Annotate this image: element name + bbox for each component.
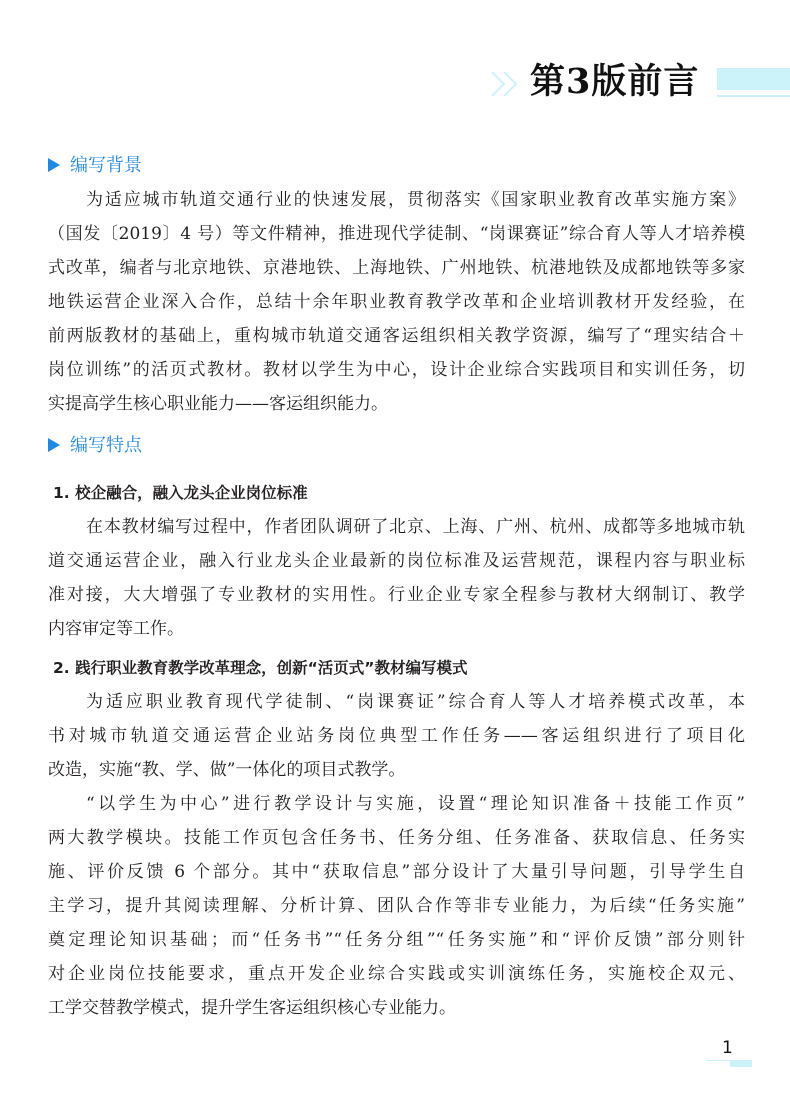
paragraph — [48, 787, 745, 1025]
text-line: （国发〔2019〕4 号）等文件精神，推进现代学徒制、“岗课赛证”综合育人等人才培养模 — [48, 224, 745, 244]
text-line: 对企业岗位技能要求，重点开发企业综合实践或实训演练任务，实施校企双元、 — [48, 964, 745, 984]
section-heading-features — [48, 434, 142, 458]
text-line: 奠定理论知识基础；而“任务书”“任务分组”“任务实施”和“评价反馈”部分则针 — [48, 930, 745, 950]
text-line: 为适应职业教育现代学徒制、“岗课赛证”综合育人等人才培养模式改革，本 — [86, 692, 745, 712]
text-line: 准对接，大大增强了专业教材的实用性。行业企业专家全程参与教材大纲制订、教学 — [48, 585, 745, 605]
feature-title-1: 1. 校企融合，融入龙头企业岗位标准 — [53, 484, 308, 502]
paragraph — [48, 183, 745, 421]
text-line: “以学生为中心”进行教学设计与实施，设置“理论知识准备＋技能工作页” — [86, 794, 745, 814]
page-header — [480, 58, 790, 108]
text-line: 书对城市轨道交通运营企业站务岗位典型工作任务——客运组织进行了项目化 — [48, 726, 745, 746]
text-line: 式改革，编者与北京地铁、京港地铁、上海地铁、广州地铁、杭港地铁及成都地铁等多家 — [48, 258, 745, 278]
triangle-bullet-icon — [48, 438, 60, 452]
text-line: 为适应城市轨道交通行业的快速发展，贯彻落实《国家职业教育改革实施方案》 — [86, 190, 745, 210]
text-line: 在本教材编写过程中，作者团队调研了北京、上海、广州、杭州、成都等多地城市轨 — [86, 517, 745, 537]
page-title: 第3版前言 — [530, 61, 700, 102]
text-line: 道交通运营企业，融入行业龙头企业最新的岗位标准及运营规范，课程内容与职业标 — [48, 551, 745, 571]
text-line: 地铁运营企业深入合作，总结十余年职业教育教学改革和企业培训教材开发经验，在 — [48, 292, 745, 312]
page-number-bar — [730, 1060, 752, 1067]
text-line: 前两版教材的基础上，重构城市轨道交通客运组织相关教学资源，编写了“理实结合＋ — [48, 326, 745, 346]
page-number: 1 — [722, 1038, 733, 1058]
title-accent-line — [717, 95, 790, 97]
page-number-line — [706, 1060, 730, 1061]
text-line: 岗位训练”的活页式教材。教材以学生为中心，设计企业综合实践项目和实训任务，切 — [48, 360, 745, 380]
section-heading-text: 编写特点 — [70, 435, 142, 456]
triangle-bullet-icon — [48, 158, 60, 172]
paragraph — [48, 510, 745, 646]
text-line: 两大教学模块。技能工作页包含任务书、任务分组、任务准备、获取信息、任务实 — [48, 828, 745, 848]
paragraph — [48, 685, 745, 787]
section-heading-background — [48, 154, 142, 178]
title-accent-bar — [717, 68, 790, 90]
text-line: 实提高学生核心职业能力——客运组织能力。 — [48, 394, 388, 414]
text-line: 工学交替教学模式，提升学生客运组织核心专业能力。 — [48, 998, 456, 1018]
text-line: 改造，实施“教、学、做”一体化的项目式教学。 — [48, 760, 406, 780]
text-line: 主学习，提升其阅读理解、分析计算、团队合作等非专业能力，为后续“任务实施” — [48, 896, 745, 916]
feature-title-2: 2. 践行职业教育教学改革理念，创新“活页式”教材编写模式 — [53, 659, 468, 677]
section-heading-text: 编写背景 — [70, 155, 142, 176]
text-line: 内容审定等工作。 — [48, 619, 184, 639]
text-line: 施、评价反馈 6 个部分。其中“获取信息”部分设计了大量引导问题，引导学生自 — [48, 862, 745, 882]
